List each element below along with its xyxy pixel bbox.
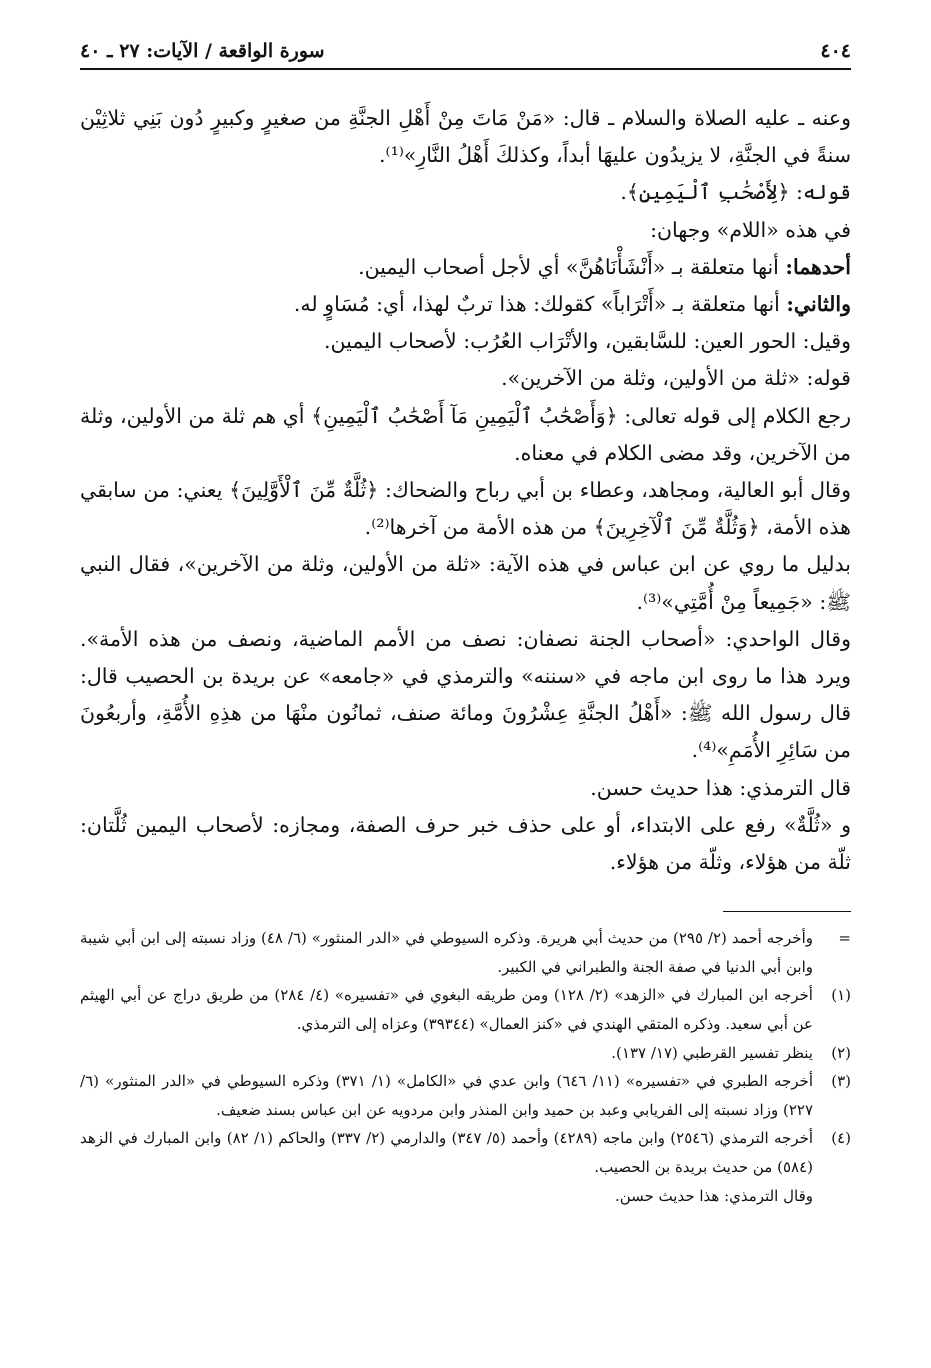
page-number: ٤٠٤ <box>820 40 851 62</box>
footnote: (٢) ينظر تفسير القرطبي (١٧/ ١٣٧). <box>611 1043 851 1062</box>
paragraph: رجع الكلام إلى قوله تعالى: ﴿وَأَصْحَٰبُ ٱلْيَمِينِ مَآ أَصْحَٰبُ ٱلْيَمِينِ﴾ أي هم ثلة من الأولين، وثلة من الآخرين، وقد مضى الكلام في معناه. <box>80 403 851 465</box>
footnote: (١) أخرجه ابن المبارك في «الزهد» (٢/ ١٢٨) ومن طريقه البغوي في «تفسيره» (٤/ ٢٨٤) من طريق دراج عن أبي الهيثم عن أبي سعيد. وذكره المتقي الهندي في «كنز العمال» (٣٩٣٤٤) وعزاه إلى الترمذي. <box>80 986 851 1034</box>
paragraph: وقال أبو العالية، ومجاهد، وعطاء بن أبي رباح والضحاك: ﴿ثُلَّةٌ مِّنَ ٱلْأَوَّلِينَ﴾ يعني: من سابقي هذه الأمة، ﴿وَثُلَّةٌ مِّنَ ٱلْآخِرِينَ﴾ من هذه الأمة من آخرها⁽²⁾. <box>80 478 851 540</box>
paragraph: والثاني: أنها متعلقة بـ «أَتْرَاباً» كقولك: هذا تربٌ لهذا، أي: مُسَاوٍ له. <box>293 292 851 317</box>
paragraph: بدليل ما روي عن ابن عباس في هذه الآية: «ثلة من الأولين، وثلة من الآخرين»، فقال النبي ﷺ: «جَمِيعاً مِنْ أُمَّتِي»⁽³⁾. <box>80 552 851 614</box>
paragraph: قوله: «ثلة من الأولين، وثلة من الآخرين». <box>501 366 851 391</box>
paragraph: في هذه «اللام» وجهان: <box>650 217 851 242</box>
paragraph: أحدهما: أنها متعلقة بـ «أَنْشَأْنَاهُنَّ» أي لأجل أصحاب اليمين. <box>358 254 851 279</box>
footnote-tail: وقال الترمذي: هذا حديث حسن. <box>614 1186 813 1205</box>
book-page <box>80 40 851 1348</box>
paragraph: وقال الواحدي: «أصحاب الجنة نصفان: نصف من الأمم الماضية، ونصف من هذه الأمة». ويرد هذا ما روى ابن ماجه في «سننه» والترمذي في «جامعه» عن بريدة بن الحصيب قال: قال رسول الله ﷺ: «أَهْلُ الجنَّةِ عِشْرُونَ ومائة صنف، ثمانُون منْهَا من هذِهِ الأُمَّةِ، وأربعُونَ من سَائِرِ الأُمَمِ»⁽⁴⁾. <box>80 626 851 763</box>
section-title: سورة الواقعة / الآيات: ٢٧ ـ ٤٠ <box>80 40 325 62</box>
footnote: = وأخرجه أحمد (٢/ ٢٩٥) من حديث أبي هريرة. وذكره السيوطي في «الدر المنثور» (٦/ ٤٨) وزاد نسبته إلى ابن أبي شيبة وابن أبي الدنيا في صفة الجنة والطبراني في الكبير. <box>80 929 851 976</box>
footnote-separator <box>723 911 851 912</box>
paragraph: وقيل: الحور العين: للسَّابقين، والأتْرَاب العُرُب: لأصحاب اليمين. <box>324 329 851 354</box>
running-header <box>80 40 851 70</box>
paragraph: و «ثُلَّةٌ» رفع على الابتداء، أو على حذف خبر حرف الصفة، ومجازه: لأصحاب اليمين ثُلَّتان: ثلّة من هؤلاء، وثلّة من هؤلاء. <box>80 812 851 875</box>
paragraph: قال الترمذي: هذا حديث حسن. <box>590 775 851 800</box>
paragraph: قوله: ﴿لِأَصْحَٰبِ ٱلْيَمِينِ﴾. <box>620 180 851 205</box>
main-text <box>80 100 851 881</box>
footnotes <box>80 924 851 1210</box>
paragraph: وعنه ـ عليه الصلاة والسلام ـ قال: «مَنْ مَاتَ مِنْ أَهْلِ الجنَّةِ من صغيرٍ وكبيرٍ دُون بَنِي ثلاثِيْن سنةً في الجنَّةِ، لا يزيدُون عليهَا أبداً، وكذلكَ أَهْلُ النَّارِ»⁽¹⁾. <box>80 106 851 168</box>
footnote: (٤) أخرجه الترمذي (٢٥٤٦) وابن ماجه (٤٢٨٩) وأحمد (٥/ ٣٤٧) والدارمي (٢/ ٣٣٧) والحاكم (١/ ٨٢) وابن المبارك في الزهد (٥٨٤) من حديث بريدة بن الحصيب. <box>80 1129 851 1177</box>
footnote: (٣) أخرجه الطبري في «تفسيره» (١١/ ٦٤٦) وابن عدي في «الكامل» (١/ ٣٧١) وذكره السيوطي في «الدر المنثور» (٦/ ٢٢٧) وزاد نسبته إلى الفريابي وعبد بن حميد وابن المنذر وابن مردويه عن ابن عباس بسند ضعيف. <box>80 1072 851 1119</box>
